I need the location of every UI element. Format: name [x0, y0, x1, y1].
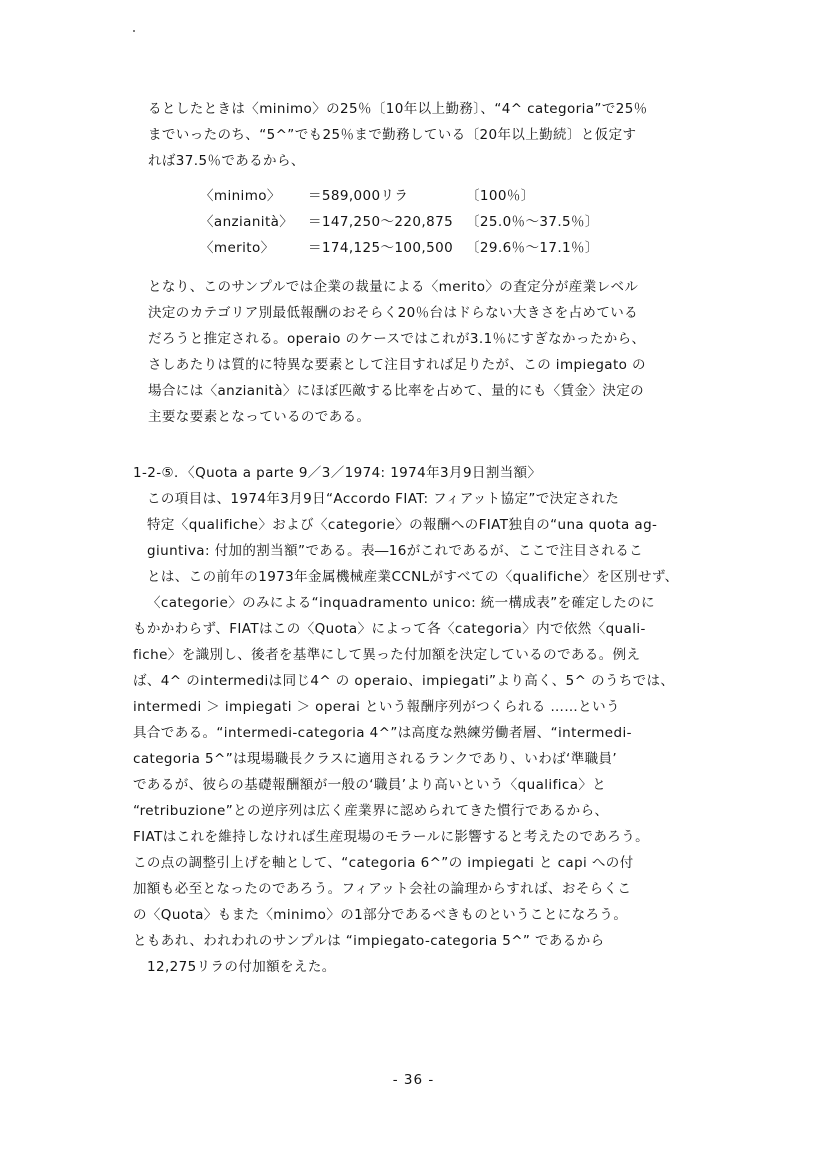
text-line: “retribuzione”との逆序列は広く産業界に認められてきた慣行であるから、	[133, 803, 609, 819]
text-line: るとしたときは〈minimo〉の25％〔10年以上勤務〕、“4^ categoria”で25％	[148, 101, 648, 117]
wage-breakdown-table	[200, 183, 599, 261]
text-line: であるが、彼らの基礎報酬額が一般の‘職員’より高いという〈qualifica〉と	[133, 777, 607, 793]
table-row	[200, 235, 599, 261]
text-line: ともあれ、われわれのサンプルは “impiegato-categoria 5^” であるから	[133, 933, 605, 949]
text-line: 主要な要素となっているのである。	[148, 409, 371, 425]
table-share: 〔29.6％〜17.1％〕	[466, 240, 599, 256]
text-line: giuntiva: 付加的割当額”である。表―16がこれであるが、ここで注目されるこ	[147, 543, 644, 559]
text-line: 場合には〈anzianità〉にほぼ匹敵する比率を占めて、量的にも〈賃金〉決定の	[148, 383, 645, 399]
paragraph-intro	[148, 96, 748, 174]
text-line: もかかわらず、FIATはこの〈Quota〉によって各〈categoria〉内で依然〈quali-	[133, 621, 646, 637]
text-line: となり、このサンプルでは企業の裁量による〈merito〉の査定分が産業レベル	[148, 279, 639, 295]
scan-speck	[133, 30, 135, 32]
text-line: ば、4^ のintermediは同じ4^ の operaio、impiegati”より高く、5^ のうちでは、	[133, 673, 675, 689]
text-line: FIATはこれを維持しなければ生産現場のモラールに影響すると考えたのであろう。	[133, 829, 650, 845]
text-line: 特定〈qualifiche〉および〈categorie〉の報酬へのFIAT独自の“una quota ag-	[147, 517, 658, 533]
text-line: この点の調整引上げを軸として、“categoria 6^”の impiegati と capi への付	[133, 855, 634, 871]
text-line: れば37.5％であるから、	[148, 153, 305, 169]
text-line: intermedi ＞ impiegati ＞ operai という報酬序列がつくられる ……という	[133, 699, 620, 715]
section-quota	[133, 460, 748, 980]
table-share: 〔100％〕	[466, 188, 535, 204]
paragraph-analysis	[148, 274, 748, 430]
table-share: 〔25.0％〜37.5％〕	[466, 214, 599, 230]
text-line: fiche〉を識別し、後者を基準にして異った付加額を決定しているのである。例え	[133, 647, 641, 663]
text-line: までいったのち、“5^”でも25％まで勤務している〔20年以上勤続〕と仮定す	[148, 127, 637, 143]
table-label: 〈anzianità〉	[200, 214, 294, 230]
table-label: 〈merito〉	[200, 240, 275, 256]
section-heading: 1-2-⑤．〈Quota a parte 9／3／1974: 1974年3月9日割当額〉	[133, 465, 542, 481]
text-line: この項目は、1974年3月9日“Accordo FIAT: フィアット協定”で決定された	[147, 491, 620, 507]
text-line: さしあたりは質的に特異な要素として注目すれば足りたが、この impiegato の	[148, 357, 646, 373]
table-row	[200, 209, 599, 235]
table-amount: ＝174,125〜100,500	[308, 240, 454, 256]
page-number: - 36 -	[392, 1072, 435, 1088]
text-line: categoria 5^”は現場職長クラスに適用されるランクであり、いわば‘準職員’	[133, 751, 618, 767]
text-line: の〈Quota〉もまた〈minimo〉の1部分であるべきものということになろう。	[133, 907, 628, 923]
text-line: 12,275リラの付加額をえた。	[147, 959, 336, 975]
table-label: 〈minimo〉	[200, 188, 281, 204]
text-line: 決定のカテゴリア別最低報酬のおそらく20％台はドらない大きさを占めている	[148, 305, 639, 321]
text-line: 加額も必至となったのであろう。フィアット会社の論理からすれば、おそらくこ	[133, 881, 632, 897]
table-row	[200, 183, 599, 209]
text-line: とは、この前年の1973年金属機械産業CCNLがすべての〈qualifiche〉を区別せず、	[147, 569, 679, 585]
text-line: 〈categorie〉のみによる“inquadramento unico: 統一構成表”を確定したのに	[147, 595, 655, 611]
table-amount: ＝147,250〜220,875	[308, 214, 454, 230]
text-line: 具合である。“intermedi-categoria 4^”は高度な熟練労働者層、“intermedi-	[133, 725, 632, 741]
table-amount: ＝589,000リラ	[308, 188, 409, 204]
text-line: だろうと推定される。operaio のケースではこれが3.1％にすぎなかったから、	[148, 331, 646, 347]
